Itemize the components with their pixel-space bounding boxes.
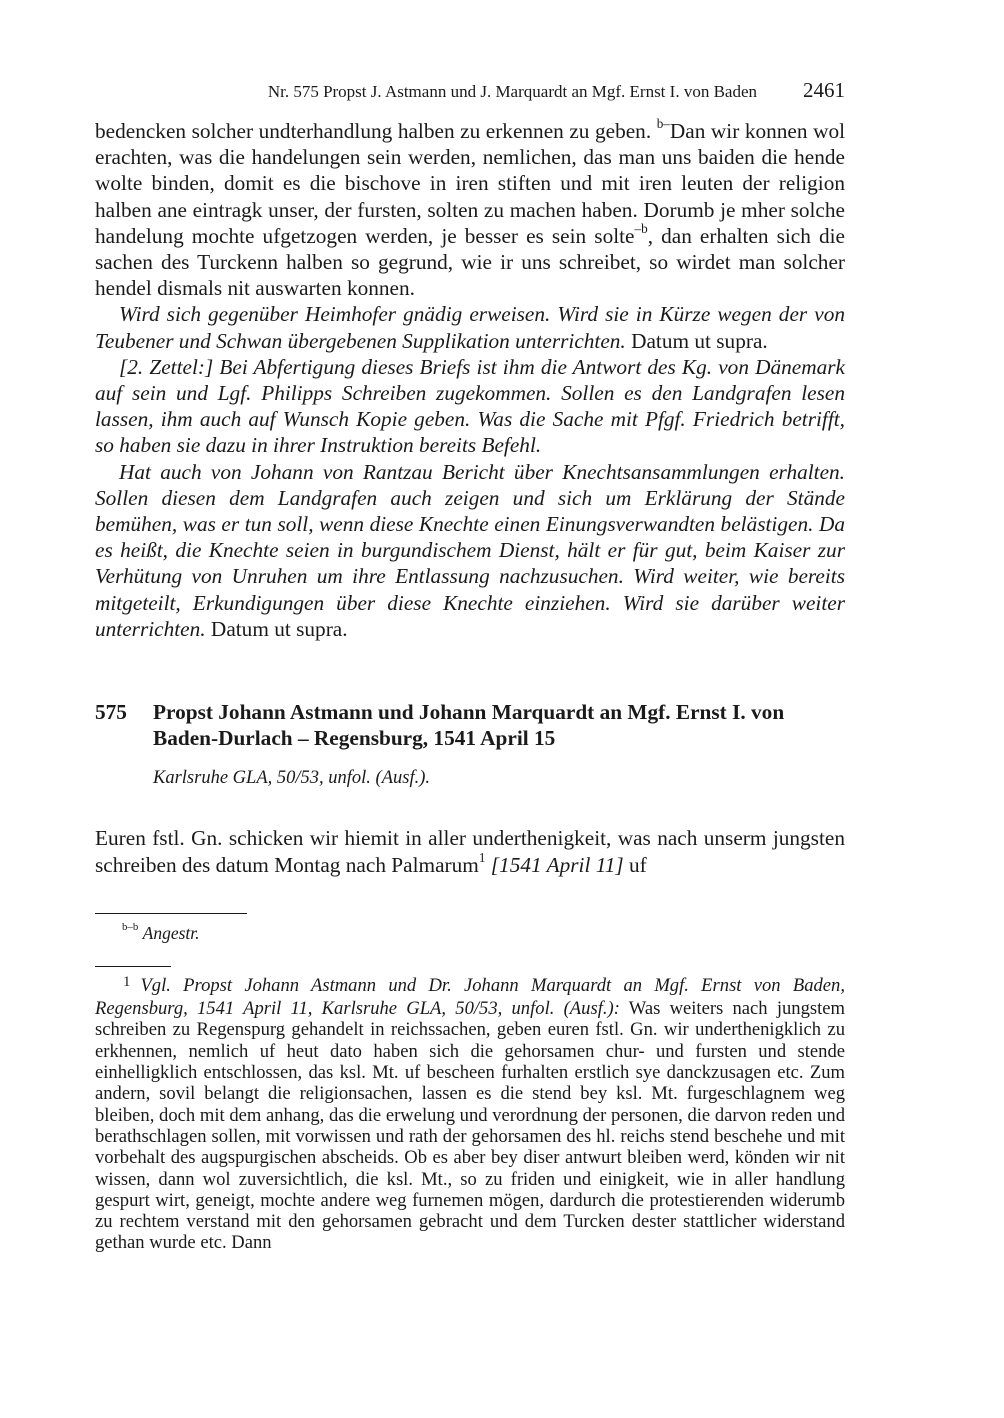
text-run: Dan wir konnen wol erachten, was die handelungen sein werden, nemlichen, das man uns baiden die hende wolte binden, domit es die bischove in iren stiften und mit iren leuten der religion halben ane eintragk unser, der fursten, solten zu machen haben. Dorumb je mher solche handelung mochte ufgetzogen werden, je besser es sein solte [95,119,846,248]
page-header [95,78,845,118]
document-number: 575 [95,700,127,725]
paragraph-summary [95,301,845,353]
main-text [95,115,846,642]
document-heading [95,699,845,751]
paragraph-zettel [95,354,845,459]
body-paragraph [95,825,845,877]
footnote [95,975,845,1254]
text-run: , dan erhalten sich die sachen des Turckenn halben so gegrund, wie ir uns schreibet, so wirdet man solcher hendel dismals nit auswarten konnen. [95,223,845,301]
paragraph-rantzau [95,459,845,642]
editorial-summary: Wird sich gegenüber Heimhofer gnädig erweisen. Wird sie in Kürze wegen der von Teubener und Schwan übergebenen Supplikation unterrichten. [95,302,845,353]
editorial-summary: Hat auch von Johann von Rantzau Bericht über Knechtsansammlungen erhalten. Sollen diesen dem Landgrafen auch zeigen und sich um Erklärung der Stände bemühen, was er tun soll, wenn diese Knechte einen Einungsverwandten belästigen. Da es heißt, die Knechte seien in burgundischem Dienst, hält er für gut, beim Kaiser zur Verhütung von Unruhen um ihre Entlassung nachzusuchen. Wird weiter, wie bereits mitgeteilt, Erkundigungen über diese Knechte einziehen. Wird sie darüber weiter unterrichten. [95,459,845,641]
variant-note-marker: b–b [122,921,139,934]
footnote-ref: 1 [478,849,486,865]
date-annotation: [1541 April 11] [490,852,624,877]
running-title: Nr. 575 Propst J. Astmann und J. Marquardt an Mgf. Ernst I. von Baden [267,82,757,101]
datum-text: Datum ut supra. [205,616,348,641]
footnote-divider-short [95,966,171,967]
editorial-summary: [2. Zettel:] Bei Abfertigung dieses Briefs ist ihm die Antwort des Kg. von Dänemark auf sein und Lgf. Philipps Schreiben zugekommen. Sollen es den Landgrafen lesen lassen, ihm auch auf Wunsch Kopie geben. Was die Sache mit Pfgf. Friedrich betrifft, so haben sie dazu in ihrer Instruktion bereits Befehl. [95,354,845,458]
variant-marker-open: b– [656,115,670,131]
text-run: bedencken solcher undterhandlung halben zu erkennen zu geben. [95,119,657,143]
paragraph-letter-end [95,115,846,301]
document-source: Karlsruhe GLA, 50/53, unfol. (Ausf.). [153,768,430,789]
text-run: uf [623,852,647,877]
document-title: Propst Johann Astmann und Johann Marquardt an Mgf. Ernst I. von Baden-Durlach – Regensburg, 1541 April 15 [153,700,785,751]
variant-note-text: Angestr. [142,922,200,943]
datum-text: Datum ut supra. [625,328,768,353]
footnote-citation: Vgl. Propst Johann Astmann und Dr. Johann Marquardt an Mgf. Ernst von Baden, Regensburg, 1541 April 11, Karlsruhe GLA, 50/53, unfol. (Ausf.): [95,974,845,1020]
document-page [95,78,845,1254]
footnote-text: Was weiters nach jungstem schreiben zu Regenspurg gehandelt in reichssachen, geben euren fstl. Gn. wir underthenigklich zu erkhennen, nemlich uf heut dato haben sich die gehorsamen chur- und fursten und stende einhelligklich entschlossen, das ksl. Mt. uf bescheen furhalten erstlich sye danckzusagen etc. Zum andern, sovil belangt die religionsachen, lassen es die stend bey ksl. Mt. furgeschlagnem weg bleiben, doch mit dem anhang, das die erwelung und verordnung der personen, die darvon reden und berathschlagen sollen, mit vorwissen und rath der gehorsamen des hl. reichs stend beschehe und mit vorbehalt des augspurgischen abscheids. Ob es aber bey diser antwurt bleiben werd, könden wir nit wissen, dann wol zuversichtlich, die ksl. Mt., so zu friden und einigkeit, wie in aller handlung gespurt wirt, geneigt, mochte andere weg furnemen mögen, dardurch die protestierenden widerumb zu rechtem verstand mit den gehorsamen gebracht und dem Turcken dester stattlicher widerstand gethan wurde etc. Dann [95,998,846,1254]
document-body [95,825,845,877]
variant-note [122,923,845,944]
page-number: 2461 [803,78,845,102]
footnote-marker: 1 [123,973,131,990]
variant-marker-close: –b [634,220,648,236]
text-run: Euren fstl. Gn. schicken wir hiemit in aller underthenigkeit, was nach unserm jungsten schreiben des datum Montag nach Palmarum [95,826,845,877]
footnote-divider [95,913,247,914]
